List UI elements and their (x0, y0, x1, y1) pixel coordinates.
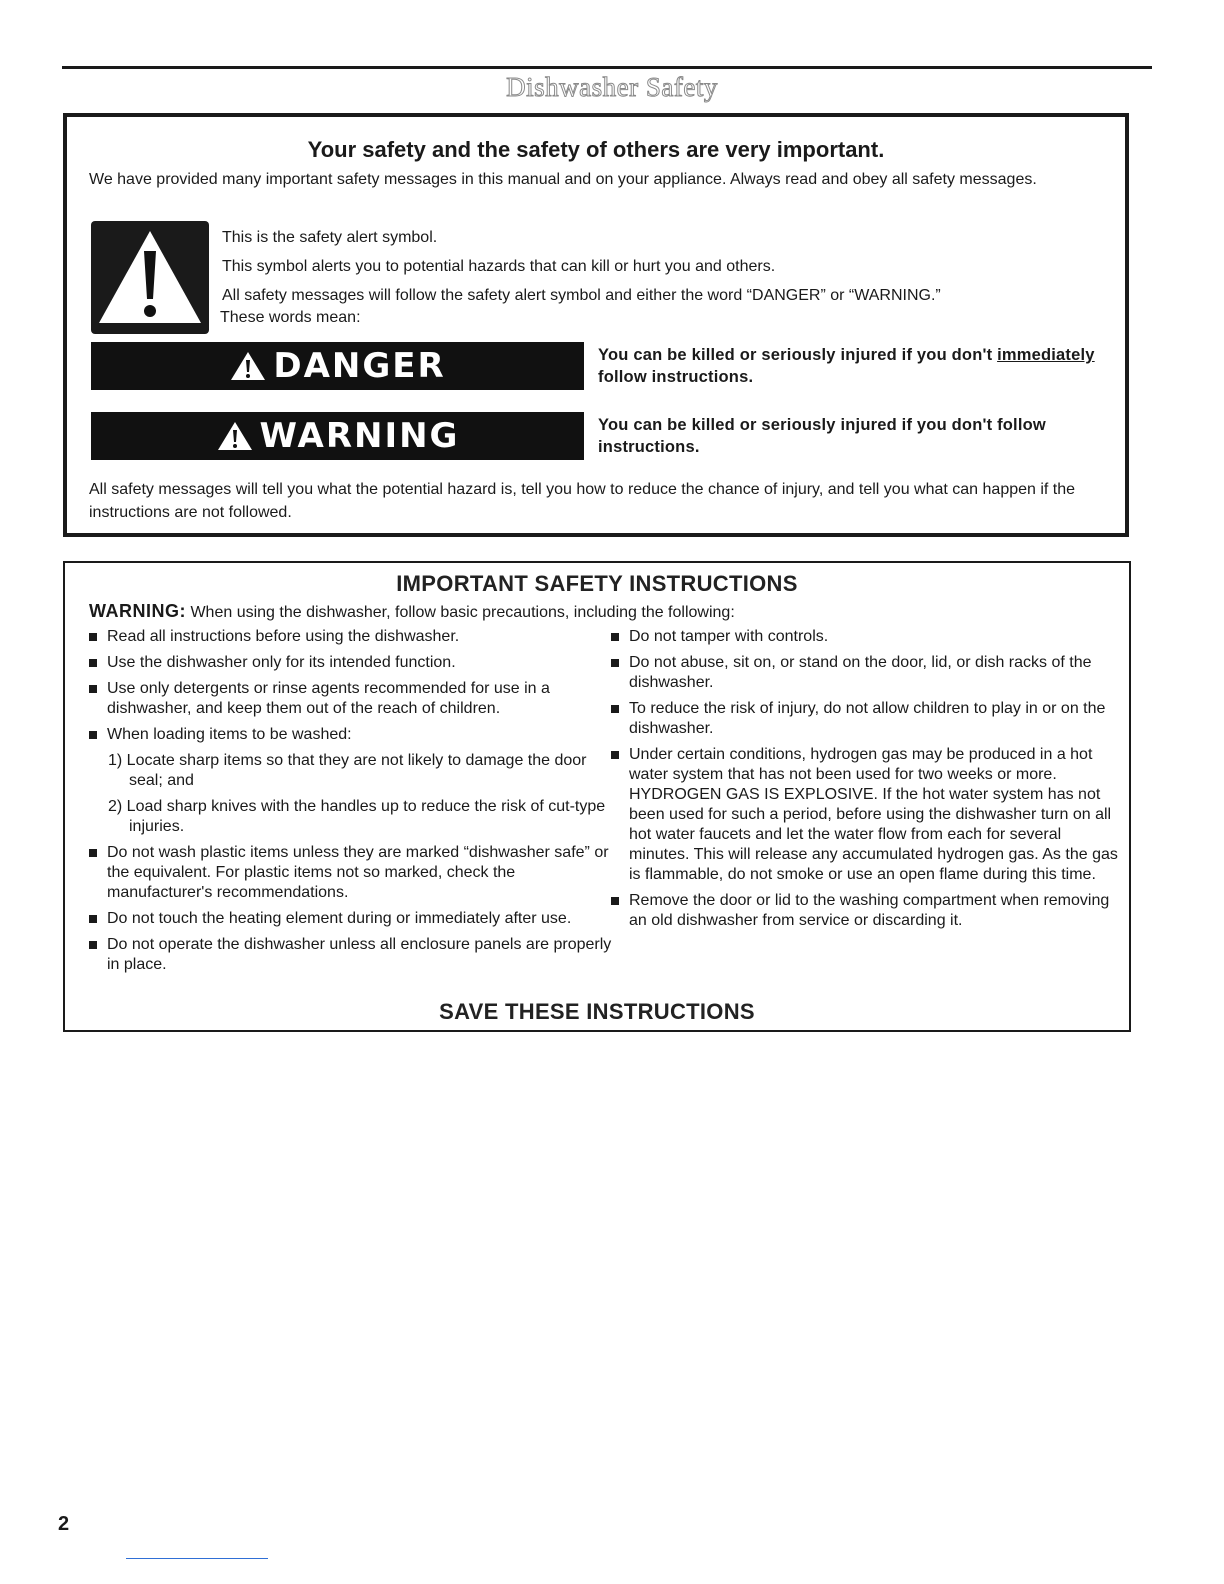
list-item: Remove the door or lid to the washing compartment when removing an old dishwasher from service or discarding it. (611, 891, 1121, 931)
warning-banner (91, 412, 584, 460)
alert-line: All safety messages will follow the safety alert symbol and either the word “DANGER” or “WARNING.” (222, 287, 941, 304)
bullet-icon (89, 659, 97, 667)
warning-word: WARNING (259, 416, 460, 456)
list-item: Read all instructions before using the dishwasher. (89, 627, 619, 647)
bullet-icon (611, 633, 619, 641)
bullet-icon (89, 633, 97, 641)
left-column (89, 627, 619, 981)
right-column (611, 627, 1121, 937)
bullet-icon (89, 731, 97, 739)
warning-description: You can be killed or seriously injured if you don't follow instructions. (598, 416, 1046, 456)
section-title: Dishwasher Safety (506, 72, 718, 102)
sub-list-item: 2) Load sharp knives with the handles up to reduce the risk of cut-type injuries. (108, 798, 606, 835)
list-item: Do not abuse, sit on, or stand on the door, lid, or dish racks of the dishwasher. (611, 653, 1121, 693)
danger-desc-end: follow instructions. (598, 368, 754, 386)
instructions-box (63, 561, 1131, 1032)
save-instructions-heading: SAVE THESE INSTRUCTIONS (439, 999, 755, 1024)
danger-desc-emphasis: immediately (997, 346, 1095, 364)
bullet-icon (611, 659, 619, 667)
bullet-icon (89, 849, 97, 857)
instructions-heading: IMPORTANT SAFETY INSTRUCTIONS (396, 571, 798, 596)
warning-label: WARNING: (89, 601, 186, 621)
danger-banner (91, 342, 584, 390)
bullet-icon (89, 685, 97, 693)
warning-triangle-icon (229, 349, 267, 383)
safety-box (63, 113, 1129, 537)
intro-text: We have provided many important safety messages in this manual and on your appliance. Always read and obey all safety messages. (89, 171, 1037, 188)
list-item: Do not operate the dishwasher unless all enclosure panels are properly in place. (89, 935, 619, 975)
bullet-icon (611, 751, 619, 759)
list-item: Do not tamper with controls. (611, 627, 1121, 647)
alert-lines (222, 227, 941, 343)
list-item: Use only detergents or rinse agents recommended for use in a dishwasher, and keep them out of the reach of children. (89, 679, 619, 719)
safety-alert-icon (91, 221, 209, 334)
page-number: 2 (58, 1513, 70, 1535)
danger-description (598, 344, 1128, 388)
alert-line: This is the safety alert symbol. (222, 229, 438, 246)
footer-line (126, 1558, 268, 1559)
instructions-warning (89, 601, 735, 622)
closing-text: All safety messages will tell you what the potential hazard is, tell you how to reduce the chance of injury, and tell you what can happen if the instructions are not followed. (89, 481, 1076, 521)
list-item: Use the dishwasher only for its intended function. (89, 653, 619, 673)
list-item: Do not touch the heating element during or immediately after use. (89, 909, 619, 929)
sub-list-item: 1) Locate sharp items so that they are not likely to damage the door seal; and (108, 752, 587, 789)
list-item: Do not wash plastic items unless they are marked “dishwasher safe” or the equivalent. For plastic items not so marked, check the manufacturer's recommendations. (89, 843, 619, 903)
top-rule (62, 66, 1152, 69)
danger-word: DANGER (273, 346, 446, 386)
warning-triangle-icon (216, 419, 254, 453)
bullet-icon (89, 915, 97, 923)
safety-heading: Your safety and the safety of others are very important. (307, 137, 885, 162)
list-item: When loading items to be washed: (89, 725, 619, 745)
bullet-icon (611, 705, 619, 713)
bullet-icon (611, 897, 619, 905)
alert-line: These words mean: (220, 309, 361, 326)
danger-desc-start: You can be killed or seriously injured if you don't (598, 346, 998, 364)
list-item: Under certain conditions, hydrogen gas may be produced in a hot water system that has not been used for two weeks or more. HYDROGEN GAS IS EXPLOSIVE. If the hot water system has not been used for such a period, before using the dishwasher turn on all hot water faucets and let the water flow from each for several minutes. This will release any accumulated hydrogen gas. As the gas is flammable, do not smoke or use an open flame during this time. (611, 745, 1121, 885)
alert-line: This symbol alerts you to potential hazards that can kill or hurt you and others. (222, 258, 776, 275)
bullet-icon (89, 941, 97, 949)
list-item: To reduce the risk of injury, do not allow children to play in or on the dishwasher. (611, 699, 1121, 739)
warning-text: When using the dishwasher, follow basic precautions, including the following: (186, 604, 735, 621)
